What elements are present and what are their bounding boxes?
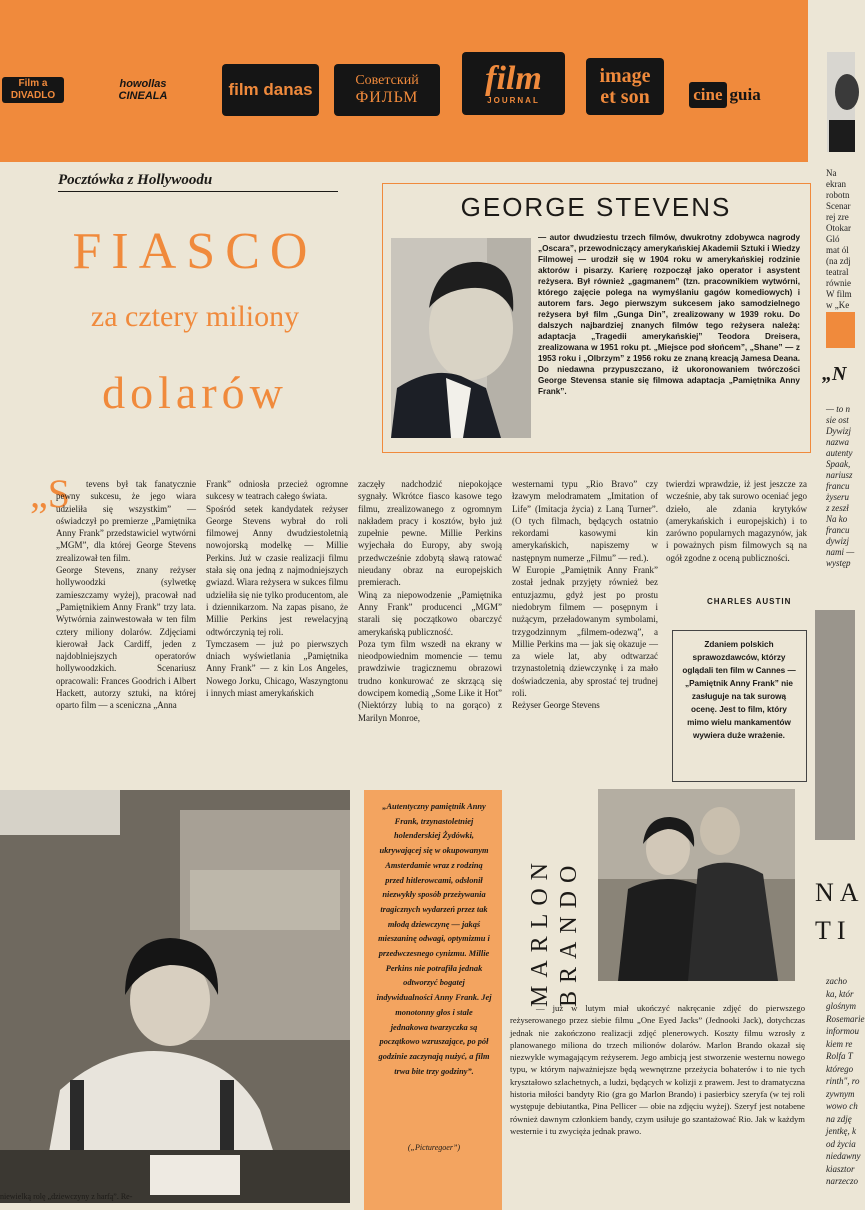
article-column-1: tevens był tak fanatycznie pewny sukcesu, że jego wiara udzieliła się wszystkim” — oświadczył po premierze „Pamiętnika Anny Frank” przedstawiciel wytwórni „MGM”, dla której George Stevens zrealizował ten film. George Stevens, znany reżyser hollywoodzki (sylwetkę zamieszczamy wyżej), pracował nad „Pamiętnikiem Anny Frank” trzy lata. Wytwórnia zainwestowała w ten film cztery miliony dolarów. Zdjęciami kierował Jack Cardiff, jeden z najdoblniejszych operatorów hollywoodzkich. Scenariusz opracowali: Frances Goodrich i Albert Hackett, autorzy sztuki, na której oparto film — a sceniczna „Anna — [56, 479, 196, 711]
logo-sovetsky-film: Советский ФИЛЬМ — [334, 64, 440, 116]
logo-film-a-divadlo: Film a DIVADLO — [2, 64, 64, 116]
one-eyed-jacks-photo — [598, 789, 795, 981]
logo-image-et-son: image et son — [586, 58, 664, 115]
headline-fiasco: FIASCO — [72, 223, 318, 280]
quote-source: („Picturegoer”) — [407, 1143, 461, 1152]
marlon-brando-vertical-heading — [514, 795, 584, 1015]
logo-cine-guia: cine guia — [684, 76, 766, 114]
film-still-icon — [598, 789, 795, 981]
film-still-icon — [0, 790, 350, 1203]
logo-film-danas: film danas — [222, 64, 319, 116]
logo-film-journal: film JOURNAL — [462, 52, 565, 115]
article-column-3: zaczęły nadchodzić niepokojące sygnały. Wkrótce fiasco kasowe tego filmu, zrealizowanego z ogromnym nakładem pracy i kosztów, było już zupełnie pewne. Millie Perkins wyjechała do Europy, aby swoją przedwcześnie zdobytą sławą ratować nieudany obraz na europejskich premierach. Winą za niepowodzenie „Pamiętnika Anny Frank” producenci „MGM” starali się początkowo obarczyć amerykańską publiczność. Poza tym film wszedł na ekrany w nieodpowiednim momencie — temu prawdziwie tragicznemu obrazowi trudno konkurować ze skrzącą się dowcipem komedią „Some Like it Hot” (Niektórzy lubią to na gorąco) z Marilyn Monroe, — [358, 479, 502, 723]
article-column-5: twierdzi wprawdzie, iż jest jeszcze za wcześnie, aby tak surowo oceniać jego dzieło, ale zdania krytyków (amerykańskich i europejskich) i to zarówno popularnych magazynów, jak i poważnych pism filmowych są na ogół zgodne z oceną publiczności. — [666, 479, 807, 563]
right-column-lower-heading-2: TI — [815, 916, 852, 945]
headline-za-cztery-miliony: za cztery miliony — [90, 300, 300, 333]
opinion-text: Zdaniem polskich sprawozdawców, którzy oglądali ten film w Cannes — „Pamiętnik Anny Frank” nie zasługuje na tak surową ocenę. Jest to film, który mimo wielu mankamentów wywiera duże wrażenie. — [682, 640, 796, 740]
article-kicker: Pocztówka z Hollywoodu — [58, 172, 338, 192]
right-column-lower-heading-1: NA — [815, 878, 865, 907]
right-column-lower: zacho ka, któr glośnym Rosemarie informou kiem re Rolfa T którego rinth", ro zywnym wowo ch na zdję jentkę, k od życia niedawny kiasztor narzeczo — [826, 976, 865, 1186]
dropcap-quote: „S — [30, 471, 70, 516]
bottom-caption: niewielką rolę „dziewczyny z harfą”. Re- — [0, 1192, 133, 1201]
quote-text: „Autentyczny pamiętnik Anny Frank, trzynastoletniej holenderskiej Żydówki, ukrywającej się w okupowanym Amsterdamie wraz z rodziną przed hitlerowcami, odsłonił niezwykły sposób przeżywania tragicznych wydarzeń przez tak młodą dziewczynę — jakąś mieszaninę odwagi, optymizmu i przedwczesnego cynizmu. Millie Perkins nie potrafiła jednak odtworzyć bogatej indywidualności Anny Frank. Jej monotonny głos i stale jednakowa twarzyczka są początkowo wzruszające, po pół godzinie zaczynają nużyć, a film trwa bite trzy godziny”. — [376, 802, 492, 1076]
bio-text: — autor dwudziestu trzech filmów, dwukrotny zdobywca nagrody „Oscara”, przewodniczący amerykańskiej Akademii Sztuki i Wiedzy Filmowej — urodził się w 1904 roku w amerykańskiej rodzinie aktorów i pisarzy. Karierę rozpoczął jako operator i asystent reżysera. Był również „gagmanem” (tzn. pracownikiem wytwórni, którego zajęcie polega na wymyślaniu gagów komediowych) i autorem fars. Jego pierwszym sukcesem jako samodzielnego reżysera był film „Gunga Din”, zrealizowany w 1939 roku. Do dalszych najbardziej znanych filmów tego reżysera należą: adaptacja „Tragedii amerykańskiej” Teodora Dreisera, zrealizowana w 1951 roku pt. „Miejsce pod słońcem”, „Shane” — z 1953 roku i „Olbrzym” z 1956 roku ze znaną kreacją Jamesa Deana. Do niedawna przypuszczano, iż ukoronowaniem twórczości George Stevensa stanie się filmowa adaptacja „Pamiętnika Anny Frank”. — [538, 233, 800, 396]
right-edge-photo — [827, 52, 855, 152]
george-stevens-photo — [391, 238, 531, 438]
headline-dolarow: dolarów — [102, 367, 288, 418]
right-column-orange-tag — [826, 312, 855, 348]
portrait-photo-icon — [391, 238, 531, 438]
right-column-upper: Na ekran robotn Scenar rej zre Otokar Gló mat ól (na zdj teatral równie W film w „Ke — [826, 168, 852, 310]
right-column-heading: „N — [822, 363, 847, 385]
right-column-photo — [815, 610, 855, 840]
brando-name-1: MARLON — [527, 854, 553, 1007]
bio-title: GEORGE STEVENS — [460, 192, 732, 222]
article-column-4: westernami typu „Rio Bravo” czy łzawym melodramatem „Imitation of Life” (Imitacja życia) z Laną Turner”. (O tych filmach, będących ostatnio rekordami kasowymi kin amerykańskich, napiszemy w następnym numerze „Filmu” — red.). W Europie „Pamiętnik Anny Frank” został jednak przyjęty również bez entuzjazmu, gdyż jest po prostu niedobrym filmem — posępnym i nużącym, przeładowanym symbolami, trzygodzinnym „filmem-odezwą”, a Millie Perkins ma — jak się okazuje — za wiele lat, aby odtwarzać trzynastoletnią dziewczynkę i za mało doświadczenia, aby sprostać tej trudnej roli. Reżyser George Stevens — [512, 479, 658, 711]
article-signature: CHARLES AUSTIN — [707, 597, 792, 606]
logo-hollywood-cinealta: howollas CINEALA — [118, 78, 168, 102]
article-column-2: Frank” odniosła przecież ogromne sukcesy w teatrach całego świata. Spośród setek kandydatek reżyser George Stevens wybrał do roli filmowej Anny dwudziestoletnią nowojorską modelkę — Millie Perkins. Już w czasie realizacji filmu stała się ona jedną z najmodniejszych gwiazd. Wiara reżysera w sukces filmu udzieliła się nie tylko producentom, ale i dziennikarzom. Na zapas pisano, że Millie Perkins jest rewelacyjną odtwórczynią tej roli. Tymczasem — już po pierwszych dniach wyświetlania „Pamiętnika Anny Frank” — z kin Los Angeles, Nowego Jorku, Chicago, Waszyngtonu i innych miast amerykańskich — [206, 479, 348, 699]
millie-perkins-photo — [0, 790, 350, 1203]
portrait-photo-icon — [827, 52, 855, 152]
brando-text: — już w lutym miał ukończyć nakręcanie zdjęć do pierwszego reżyserowanego przez siebie filmu „One Eyed Jacks” (Jednooki Jack), dotychczas jednak nie zakończono realizacji zdjęć plenerowych. Koszty filmu wzrosły z planowanego miliona do trzech milionów dolarów. Marlon Brando okazał się niezwykle wymagającym reżyserem. Jego ambicją jest stworzenie westernu nowego typu, w którym najważniejsze będą wewnętrzne przeżycia bohaterów i to nie tych kryształowo szlachetnych, a ludzi, będących w kolizji z prawem. Jest to dramatyczna historia miłości bandyty Rio (gra go Marlon Brando) i pasierbicy szeryfa (w tej roli występuje debiutantka, Pina Pellicer — obie na zdjęciu wyżej). Szeryf jest notabene również dawnym członkiem bandy, czym usiłuje go szantażować Rio. Jak w każdym westernie i tu zwycięża jednak prawo. — [510, 1003, 805, 1136]
right-column-middle: — to n sie ost Dywizj nazwa autenty Spaak, nariusz francu żyseru z zeszł Na ko francu dywizj nami — występ — [826, 404, 855, 568]
brando-name-2: BRANDO — [556, 857, 582, 1007]
